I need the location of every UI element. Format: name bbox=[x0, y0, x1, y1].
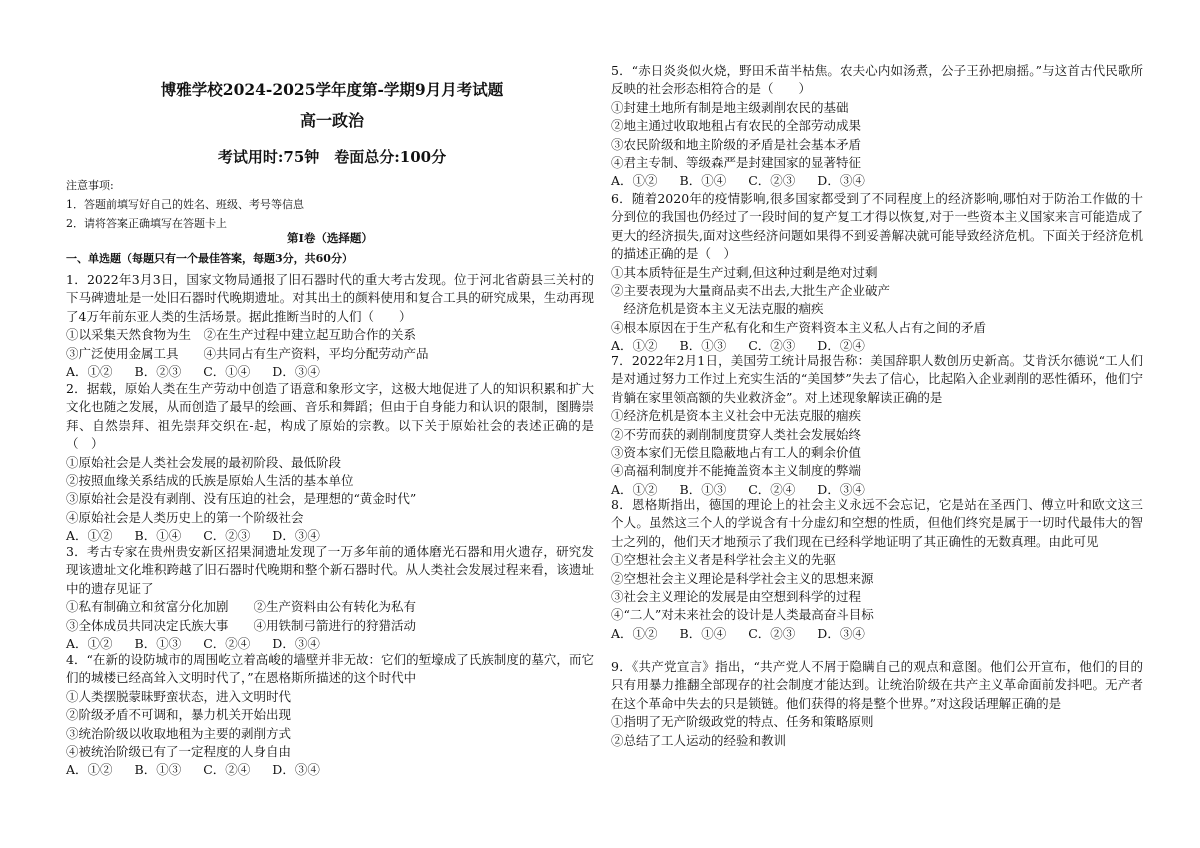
section-title: 一、单选题（每题只有一个最佳答案，每题3分，共60分） bbox=[66, 252, 353, 265]
question-option: ①经济危机是资本主义社会中无法克服的痼疾 bbox=[611, 408, 862, 424]
subject-title: 高一政治 bbox=[299, 111, 364, 130]
question-3 bbox=[66, 543, 594, 653]
notes-block bbox=[66, 176, 594, 233]
question-option: ①封建土地所有制是地主级剥削农民的基础 bbox=[611, 99, 849, 115]
answer-choice: D．③④ bbox=[817, 625, 865, 641]
question-option: ②不劳而获的剥削制度贯穿人类社会发展始终 bbox=[611, 426, 862, 442]
question-stem: 1．2022年3月3日，国家文物局通报了旧石器时代的重大考古发现。位于河北省蔚县三关村的下马碑遗址是一处旧石器时代晚期遗址。对其出土的颜料使用和复合工具的研究成果，生动再现了4万年前东亚人类的生活场景。据此推断当时的人们（ ） bbox=[66, 272, 594, 324]
question-option: ④原始社会是人类历史上的第一个阶级社会 bbox=[66, 509, 304, 525]
answer-choice: D．③④ bbox=[817, 481, 865, 497]
answer-choice: B．②③ bbox=[134, 364, 182, 380]
question-option: ②按照血缘关系结成的氏族是原始人生活的基本单位 bbox=[66, 473, 354, 489]
answer-choice: B．①③ bbox=[134, 636, 182, 652]
question-stem: 8．恩格斯指出，德国的理论上的社会主义永远不会忘记，它是站在圣西门、傅立叶和欧文这三个人。虽然这三个人的学说含有十分虚幻和空想的性质，但他们终究是属于一切时代最伟大的智士之列的，他们天才地预示了我们现在已经科学地证明了其正确性的无数真理。由此可见 bbox=[611, 497, 1143, 549]
question-1 bbox=[66, 271, 594, 381]
question-option: ②总结了工人运动的经验和教训 bbox=[611, 732, 787, 748]
answer-choice: B．①③ bbox=[679, 481, 727, 497]
answer-choice: C．②④ bbox=[748, 481, 796, 497]
question-stem: 3．考古专家在贵州贵安新区招果洞遗址发现了一万多年前的通体磨光石器和用火遗存，研究发现该遗址文化堆积跨越了旧石器时代晚期和整个新石器时代。从人类社会发展过程来看，该遗址中的遗存见证了 bbox=[66, 544, 594, 596]
question-option: ④君主专制、等级森严是封建国家的显著特征 bbox=[611, 155, 862, 171]
answer-choice: A．①② bbox=[611, 481, 658, 497]
note-item: 1．答题前填写好自己的姓名、班级、考号等信息 bbox=[66, 198, 304, 211]
answer-choice: D．③④ bbox=[272, 636, 320, 652]
question-option: ②主要表现为大量商品卖不出去,大批生产企业破产 bbox=[611, 283, 890, 299]
answer-choice: B．①③ bbox=[679, 338, 727, 354]
question-stem: 9．《共产党宣言》指出，“共产党人不屑于隐瞒自己的观点和意图。他们公开宣布，他们的目的只有用暴力推翻全部现存的社会制度才能达到。让统治阶级在共产主义革命面前发抖吧。无产者在这个革命中失去的只是锁链。他们获得的将是整个世界。”对这段话理解正确的是 bbox=[611, 659, 1143, 711]
question-option: ③统治阶级以收取地租为主要的剥削方式 bbox=[66, 725, 292, 741]
question-option: ①人类摆脱蒙昧野蛮状态，进入文明时代 bbox=[66, 688, 292, 704]
question-5 bbox=[611, 62, 1143, 191]
question-option: ③全体成员共同决定氏族大事 ④用铁制弓箭进行的狩猎活动 bbox=[66, 617, 417, 633]
answer-choice: C．②④ bbox=[203, 636, 251, 652]
answer-choice: C．②③ bbox=[748, 625, 796, 641]
question-option: ②地主通过收取地租占有农民的全部劳动成果 bbox=[611, 118, 862, 134]
question-4 bbox=[66, 651, 594, 780]
answer-choice: A．①② bbox=[611, 173, 658, 189]
answer-choice: C．①④ bbox=[203, 364, 251, 380]
exam-info: 考试用时:75钟 卷面总分:100分 bbox=[217, 148, 447, 166]
question-6 bbox=[611, 190, 1143, 356]
question-option: ③资本家们无偿且隐蔽地占有工人的剩余价值 bbox=[611, 445, 862, 461]
answer-choice: A．①② bbox=[66, 364, 113, 380]
question-option: 经济危机是资本主义无法克服的痼疾 bbox=[611, 301, 824, 317]
answer-choice: A．①② bbox=[611, 625, 658, 641]
question-stem: 4．“在新的设防城市的周围屹立着高峻的墙壁并非无故：它们的堑壕成了氏族制度的墓穴，而它们的城楼已经高耸入文明时代了，”在恩格斯所描述的这个时代中 bbox=[66, 652, 594, 686]
answer-choice: D．②④ bbox=[817, 338, 865, 354]
answer-choice: A．①② bbox=[66, 636, 113, 652]
question-2 bbox=[66, 380, 594, 546]
answer-choice: A．①② bbox=[66, 762, 113, 778]
question-stem: 7．2022年2月1日，美国劳工统计局报告称：美国辞职人数创历史新高。艾肯沃尔德说“工人们是对通过努力工作过上充实生活的“美国梦”失去了信心，比起陷入企业剥削的恶性循环，他们宁肯躺在家里领高额的失业救济金”。对上述现象解读正确的是 bbox=[611, 353, 1143, 405]
answer-choice: B．①④ bbox=[679, 625, 727, 641]
question-stem: 6．随着2020年的疫情影响,很多国家都受到了不同程度上的经济影响,哪怕对于防治工作做的十分到位的我国也仍经过了一段时间的复产复工才得以恢复,对于一些资本主义国家来言可能造成了更大的经济损失,面对这些经济问题如果得不到妥善解决就可能导致经济危机。下面关于经济危机的描述正确的是（ ） bbox=[611, 191, 1143, 262]
question-option: ①空想社会主义者是科学社会主义的先驱 bbox=[611, 552, 837, 568]
question-option: ③农民阶级和地主阶级的矛盾是社会基本矛盾 bbox=[611, 136, 862, 152]
question-option: ④被统治阶级已有了一定程度的人身自由 bbox=[66, 744, 292, 760]
question-option: ①私有制确立和贫富分化加剧 ②生产资料由公有转化为私有 bbox=[66, 599, 417, 615]
answer-choice: A．①② bbox=[611, 338, 658, 354]
question-option: ③广泛使用金属工具 ④共同占有生产资料，平均分配劳动产品 bbox=[66, 345, 429, 361]
answer-choice: C．②③ bbox=[748, 338, 796, 354]
notes-heading: 注意事项: bbox=[66, 179, 114, 192]
answer-choice: B．①④ bbox=[134, 528, 182, 544]
answer-choice: D．③④ bbox=[817, 173, 865, 189]
answer-choices bbox=[66, 363, 594, 381]
question-option: ③社会主义理论的发展是由空想到科学的过程 bbox=[611, 589, 862, 605]
answer-choice: A．①② bbox=[66, 528, 113, 544]
answer-choice: B．①④ bbox=[679, 173, 727, 189]
answer-choice: D．③④ bbox=[272, 762, 320, 778]
answer-choices bbox=[611, 625, 1143, 643]
question-option: ①指明了无产阶级政党的特点、任务和策略原则 bbox=[611, 714, 874, 730]
school-title: 博雅学校2024-2025学年度第-学期9月月考试题 bbox=[160, 80, 504, 99]
answer-choice: D．③④ bbox=[272, 528, 320, 544]
question-option: ①原始社会是人类社会发展的最初阶段、最低阶段 bbox=[66, 454, 342, 470]
answer-choices bbox=[611, 172, 1143, 190]
answer-choice: C．②④ bbox=[203, 762, 251, 778]
question-option: ④高福利制度并不能掩盖资本主义制度的弊端 bbox=[611, 463, 862, 479]
question-option: ③原始社会是没有剥削、没有压迫的社会，是理想的“黄金时代” bbox=[66, 491, 417, 507]
question-option: ②空想社会主义理论是科学社会主义的思想来源 bbox=[611, 570, 874, 586]
answer-choices bbox=[66, 761, 594, 779]
answer-choice: B．①③ bbox=[134, 762, 182, 778]
answer-choice: D．③④ bbox=[272, 364, 320, 380]
question-option: ①其本质特征是生产过剩,但这种过剩是绝对过剩 bbox=[611, 264, 878, 280]
question-7 bbox=[611, 352, 1143, 499]
question-9 bbox=[611, 658, 1143, 750]
answer-choice: C．②③ bbox=[748, 173, 796, 189]
question-option: ①以采集天然食物为生 ②在生产过程中建立起互助合作的关系 bbox=[66, 327, 417, 343]
question-option: ④根本原因在于生产私有化和生产资料资本主义私人占有之间的矛盾 bbox=[611, 319, 987, 335]
answer-choice: C．②③ bbox=[203, 528, 251, 544]
volume-title: 第I卷（选择题） bbox=[287, 231, 373, 245]
question-option: ④“二人”对未来社会的设计是人类最高奋斗目标 bbox=[611, 607, 874, 623]
question-8 bbox=[611, 496, 1143, 643]
note-item: 2．请将答案正确填写在答题卡上 bbox=[66, 217, 227, 230]
question-stem: 5．“赤日炎炎似火烧，野田禾苗半枯焦。农夫心内如汤煮，公子王孙把扇摇。”与这首古代民歌所反映的社会形态相符合的是（ ） bbox=[611, 63, 1143, 97]
question-option: ②阶级矛盾不可调和，暴力机关开始出现 bbox=[66, 707, 292, 723]
question-stem: 2．据载，原始人类在生产劳动中创造了语意和象形文字，这极大地促进了人的知识积累和扩大文化也随之发展，从而创造了最早的绘画、音乐和舞蹈；但由于自身能力和认识的限制，图腾崇拜、自然崇拜、祖先崇拜交织在-起，构成了原始的宗教。以下关于原始社会的表述正确的是（ ） bbox=[66, 381, 594, 452]
